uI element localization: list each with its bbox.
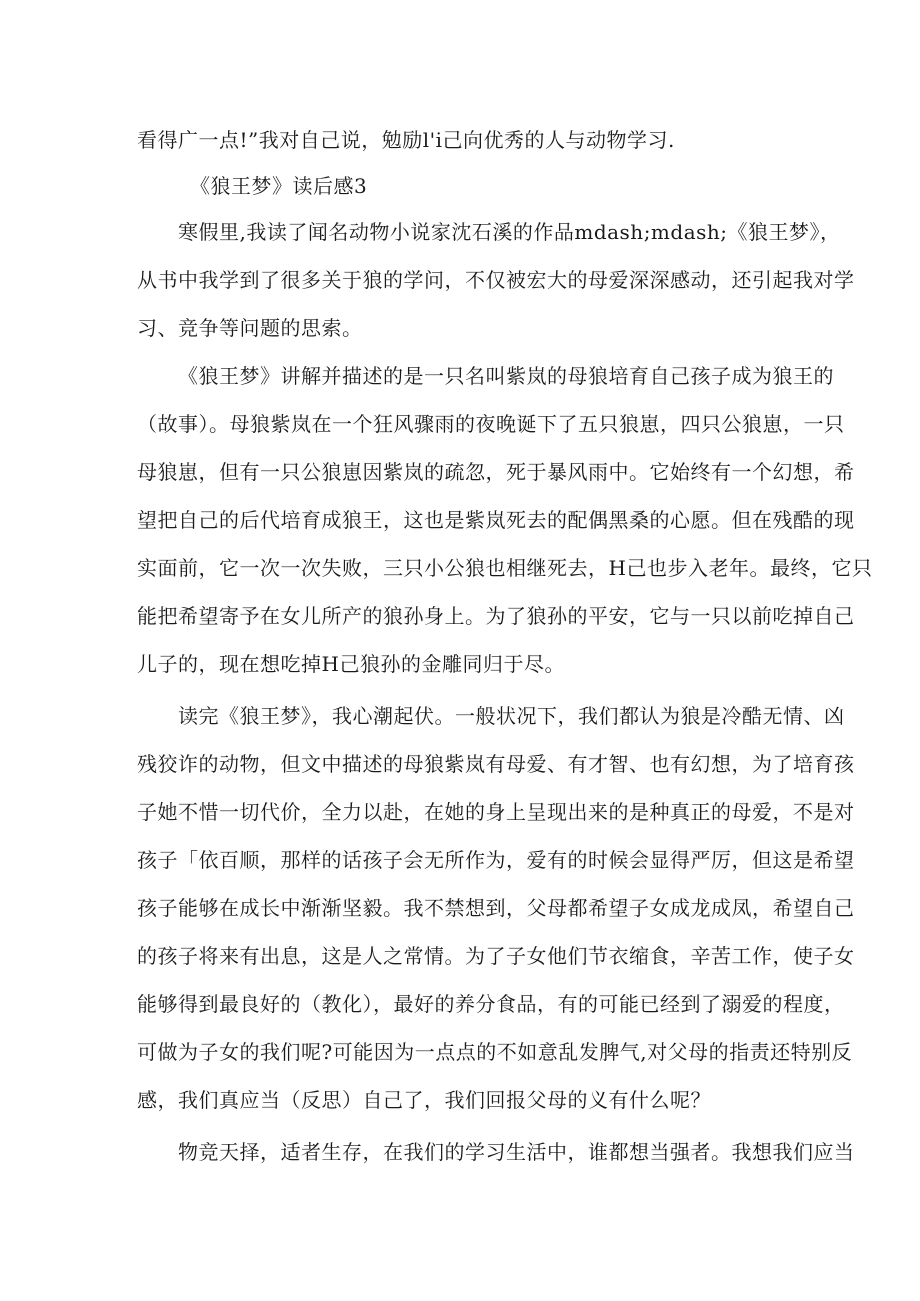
text-line: 母狼崽，但有一只公狼崽因紫岚的疏忽，死于暴风雨中。它始终有一个幻想，希 <box>137 460 855 484</box>
text-line: 习、竞争等问题的思索。 <box>137 316 363 340</box>
text-line: 看得广一点!”我对自己说，勉励l'i己向优秀的人与动物学习. <box>137 128 675 152</box>
text-line: 子她不惜一切代价，全力以赴，在她的身上呈现出来的是种真正的母爱，不是对 <box>137 800 855 824</box>
text-line: 能够得到最良好的（教化），最好的养分食品，有的可能已经到了溺爱的程度， <box>137 992 845 1016</box>
text-line: 读完《狼王梦》，我心潮起伏。一般状况下，我们都认为狼是冷酷无情、凶 <box>178 704 845 728</box>
text-line: 物竞天择，适者生存，在我们的学习生活中，谁都想当强者。我想我们应当 <box>178 1140 855 1164</box>
text-line: 望把自己的后代培育成狼王，这也是紫岚死去的配偶黑桑的心愿。但在残酷的现 <box>137 508 855 532</box>
text-line: 的孩子将来有出息，这是人之常情。为了子女他们节衣缩食，辛苦工作，使子女 <box>137 944 855 968</box>
section-title: 《狼王梦》读后感3 <box>190 174 368 198</box>
text-line: 感，我们真应当（反思）自己了，我们回报父母的义有什么呢？ <box>137 1088 711 1112</box>
text-line: 实面前，它一次一次失败，三只小公狼也相继死去，H己也步入老年。最终，它只 <box>137 556 873 580</box>
text-line: 寒假里,我读了闻名动物小说家沈石溪的作品mdash;mdash;《狼王梦》， <box>178 220 841 244</box>
text-line: 从书中我学到了很多关于狼的学问，不仅被宏大的母爱深深感动，还引起我对学 <box>137 268 855 292</box>
text-line: 能把希望寄予在女儿所产的狼孙身上。为了狼孙的平安，它与一只以前吃掉自己 <box>137 604 855 628</box>
text-line: 孩子「依百顺，那样的话孩子会无所作为，爱有的时候会显得严厉，但这是希望 <box>137 848 855 872</box>
text-line: 残狡诈的动物，但文中描述的母狼紫岚有母爱、有才智、也有幻想，为了培育孩 <box>137 752 855 776</box>
text-line: 可做为子女的我们呢?可能因为一点点的不如意乱发脾气,对父母的指责还特别反 <box>137 1040 853 1064</box>
text-line: （故事）。母狼紫岚在一个狂风骤雨的夜晚诞下了五只狼崽，四只公狼崽，一只 <box>137 412 845 436</box>
text-line: 儿子的，现在想吃掉H己狼孙的金雕同归于尽。 <box>137 652 565 676</box>
text-line: 孩子能够在成长中渐渐坚毅。我不禁想到，父母都希望子女成龙成凤，希望自己 <box>137 896 855 920</box>
text-line: 《狼王梦》讲解并描述的是一只名叫紫岚的母狼培育自己孩子成为狼王的 <box>178 364 834 388</box>
